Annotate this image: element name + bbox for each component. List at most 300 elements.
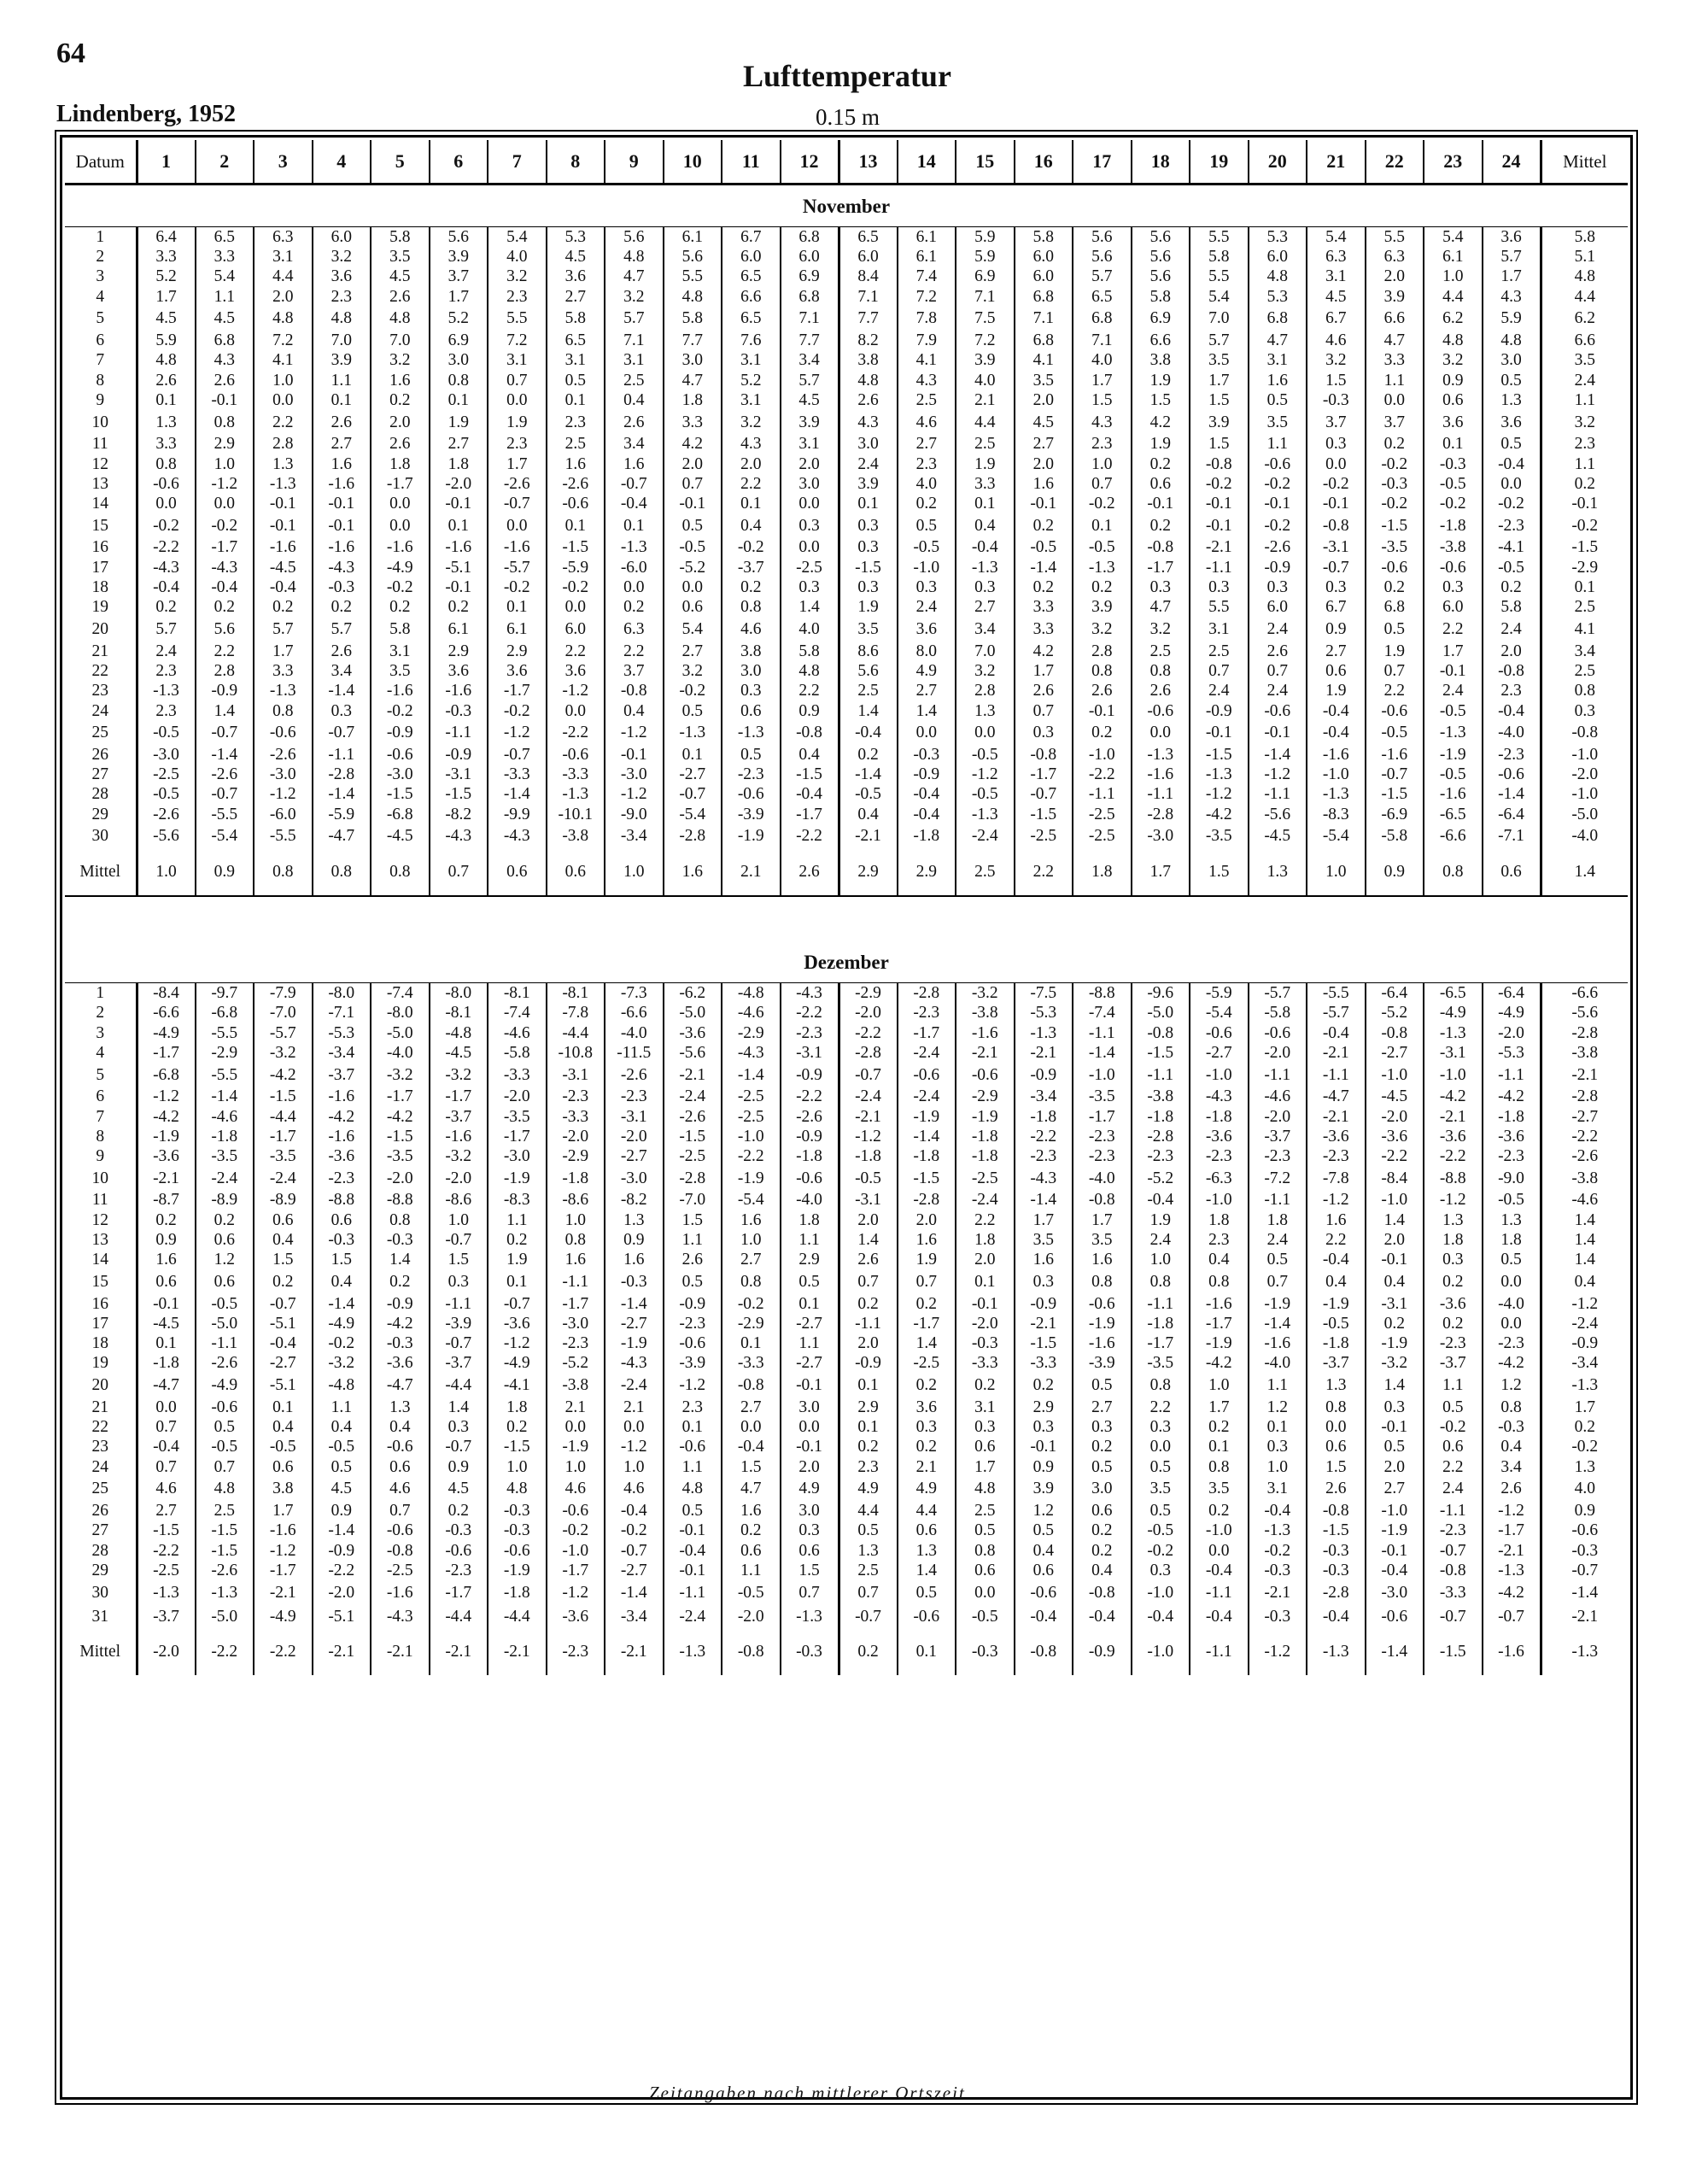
value-cell: 4.4 xyxy=(839,1501,898,1521)
value-cell: 1.6 xyxy=(1073,1250,1132,1269)
value-cell: 6.5 xyxy=(839,227,898,248)
value-cell: 0.0 xyxy=(781,538,839,558)
daily-mean-cell: 6.2 xyxy=(1574,309,1595,328)
value-cell: 4.8 xyxy=(196,1477,254,1501)
value-cell: 0.5 xyxy=(1015,1521,1073,1540)
value-cell: 0.3 xyxy=(722,681,781,700)
value-cell: 0.0 xyxy=(137,1398,196,1417)
value-cell: -2.3 xyxy=(722,765,781,784)
value-cell: -2.3 xyxy=(1015,1146,1073,1166)
value-cell: 1.9 xyxy=(1132,371,1190,390)
footer-note: Zeitangaben nach mittlerer Ortszeit xyxy=(649,2083,966,2103)
value-cell: 1.4 xyxy=(430,1398,488,1417)
value-cell: 1.9 xyxy=(898,1250,956,1269)
hour-mean-cell: 1.5 xyxy=(1190,848,1249,896)
value-cell: -2.6 xyxy=(196,765,254,784)
value-cell: -0.6 xyxy=(781,1167,839,1191)
value-cell: -0.6 xyxy=(1015,1580,1073,1604)
value-cell: 0.0 xyxy=(1307,454,1366,474)
value-cell: -3.7 xyxy=(722,558,781,577)
value-cell: -2.4 xyxy=(664,1604,722,1628)
value-cell: 0.2 xyxy=(1015,1374,1073,1398)
value-cell: 0.6 xyxy=(1015,1561,1073,1580)
value-cell: 3.2 xyxy=(1424,350,1483,370)
value-cell: -4.3 xyxy=(371,1604,430,1628)
value-cell: 7.1 xyxy=(839,287,898,307)
value-cell: -0.8 xyxy=(1424,1561,1483,1580)
value-cell: -0.4 xyxy=(137,577,196,597)
table-row xyxy=(65,227,1628,248)
value-cell: 0.8 xyxy=(1073,661,1132,681)
value-cell: 0.7 xyxy=(839,1270,898,1294)
value-cell: -1.8 xyxy=(1307,1333,1366,1353)
value-cell: -0.3 xyxy=(1307,390,1366,410)
daily-mean-cell: 3.4 xyxy=(1574,642,1595,660)
value-cell: 7.9 xyxy=(898,331,956,350)
value-cell: -3.3 xyxy=(956,1354,1015,1374)
value-cell: -1.5 xyxy=(1366,785,1424,805)
value-cell: 2.4 xyxy=(1424,1477,1483,1501)
value-cell: 4.6 xyxy=(722,618,781,642)
value-cell: -3.5 xyxy=(1366,538,1424,558)
value-cell: -0.3 xyxy=(371,1333,430,1353)
value-cell: -1.7 xyxy=(898,1023,956,1043)
value-cell: -1.9 xyxy=(898,1107,956,1127)
value-cell: 2.6 xyxy=(839,390,898,410)
value-cell: -0.2 xyxy=(1132,1541,1190,1561)
value-cell: 2.6 xyxy=(313,642,371,661)
value-cell: -1.3 xyxy=(1424,721,1483,745)
value-cell: 8.0 xyxy=(898,642,956,661)
value-cell: 6.9 xyxy=(956,267,1015,287)
daily-mean-cell: -3.4 xyxy=(1571,1354,1599,1373)
value-cell: 0.3 xyxy=(430,1270,488,1294)
value-cell: 4.5 xyxy=(1015,410,1073,434)
value-cell: -8.9 xyxy=(196,1191,254,1210)
table-row xyxy=(65,331,1628,350)
table-row xyxy=(65,494,1628,513)
value-cell: 1.8 xyxy=(430,454,488,474)
value-cell: 0.3 xyxy=(1073,1417,1132,1437)
value-cell: -3.6 xyxy=(1307,1127,1366,1146)
value-cell: 3.5 xyxy=(1249,410,1307,434)
value-cell: 2.9 xyxy=(196,434,254,454)
hour-mean-cell: -2.1 xyxy=(430,1628,488,1675)
value-cell: -4.2 xyxy=(137,1107,196,1127)
value-cell: -2.3 xyxy=(1483,1146,1541,1166)
value-cell: -4.2 xyxy=(1424,1087,1483,1106)
value-cell: 0.6 xyxy=(898,1521,956,1540)
value-cell: 6.0 xyxy=(1249,597,1307,617)
value-cell: -1.6 xyxy=(371,1580,430,1604)
value-cell: 0.5 xyxy=(1424,1398,1483,1417)
column-header: 2 xyxy=(196,140,254,185)
value-cell: -0.2 xyxy=(371,701,430,721)
value-cell: -3.5 xyxy=(196,1146,254,1166)
value-cell: 1.3 xyxy=(1424,1210,1483,1230)
table-row xyxy=(65,390,1628,410)
value-cell: -1.8 xyxy=(488,1580,547,1604)
value-cell: 5.7 xyxy=(605,307,664,331)
value-cell: 4.7 xyxy=(722,1477,781,1501)
daily-mean-cell: 1.4 xyxy=(1574,1210,1595,1229)
daily-mean-cell: -0.9 xyxy=(1571,1334,1599,1353)
value-cell: 5.8 xyxy=(371,227,430,248)
value-cell: -0.5 xyxy=(956,745,1015,765)
value-cell: 3.3 xyxy=(664,410,722,434)
value-cell: -8.8 xyxy=(1424,1167,1483,1191)
value-cell: -2.5 xyxy=(1073,805,1132,824)
value-cell: -2.5 xyxy=(781,558,839,577)
value-cell: 5.8 xyxy=(1190,247,1249,267)
value-cell: -3.7 xyxy=(430,1354,488,1374)
hour-mean-cell: -1.0 xyxy=(1132,1628,1190,1675)
value-cell: 4.9 xyxy=(898,1477,956,1501)
value-cell: 1.9 xyxy=(488,1250,547,1269)
value-cell: 1.3 xyxy=(898,1541,956,1561)
value-cell: 3.3 xyxy=(137,434,196,454)
daily-mean-cell: -4.6 xyxy=(1571,1191,1599,1210)
hour-mean-cell: -1.3 xyxy=(664,1628,722,1675)
hour-mean-cell: 2.6 xyxy=(781,848,839,896)
value-cell: 3.4 xyxy=(1483,1457,1541,1477)
value-cell: 0.5 xyxy=(1073,1374,1132,1398)
value-cell: 3.2 xyxy=(313,247,371,267)
value-cell: 3.5 xyxy=(1190,350,1249,370)
value-cell: -4.5 xyxy=(137,1314,196,1333)
value-cell: -2.7 xyxy=(254,1354,313,1374)
value-cell: -0.7 xyxy=(1483,1604,1541,1628)
value-cell: -6.3 xyxy=(1190,1167,1249,1191)
value-cell: 0.5 xyxy=(1073,1457,1132,1477)
value-cell: 4.4 xyxy=(254,267,313,287)
value-cell: 0.8 xyxy=(1132,1374,1190,1398)
value-cell: -0.1 xyxy=(1190,514,1249,538)
value-cell: 0.0 xyxy=(1366,390,1424,410)
value-cell: 3.9 xyxy=(1190,410,1249,434)
value-cell: 2.2 xyxy=(956,1210,1015,1230)
table-row xyxy=(65,1107,1628,1127)
value-cell: 2.3 xyxy=(488,287,547,307)
value-cell: 1.9 xyxy=(430,410,488,434)
value-cell: 0.1 xyxy=(664,1417,722,1437)
value-cell: -1.7 xyxy=(254,1561,313,1580)
column-header: 6 xyxy=(430,140,488,185)
value-cell: 0.5 xyxy=(956,1521,1015,1540)
value-cell: 0.0 xyxy=(137,494,196,513)
value-cell: -0.9 xyxy=(664,1294,722,1314)
value-cell: -1.2 xyxy=(547,681,605,700)
value-cell: -1.5 xyxy=(839,558,898,577)
value-cell: 1.5 xyxy=(1190,390,1249,410)
value-cell: 2.7 xyxy=(1366,1477,1424,1501)
hour-mean-cell: 0.9 xyxy=(1366,848,1424,896)
value-cell: 1.0 xyxy=(1190,1374,1249,1398)
value-cell: 1.7 xyxy=(488,454,547,474)
value-cell: 6.1 xyxy=(488,618,547,642)
value-cell: -1.3 xyxy=(1132,745,1190,765)
value-cell: 1.3 xyxy=(956,701,1015,721)
value-cell: 2.7 xyxy=(1307,642,1366,661)
value-cell: 0.4 xyxy=(781,745,839,765)
value-cell: 2.0 xyxy=(1366,267,1424,287)
value-cell: 5.6 xyxy=(664,247,722,267)
value-cell: 1.1 xyxy=(313,371,371,390)
column-header: 10 xyxy=(664,140,722,185)
value-cell: 2.6 xyxy=(839,1250,898,1269)
value-cell: 0.5 xyxy=(898,1580,956,1604)
value-cell: -3.0 xyxy=(1366,1580,1424,1604)
value-cell: 3.9 xyxy=(430,247,488,267)
value-cell: -0.4 xyxy=(605,494,664,513)
value-cell: -0.7 xyxy=(196,785,254,805)
value-cell: 4.0 xyxy=(956,371,1015,390)
value-cell: 3.5 xyxy=(1073,1230,1132,1250)
day-cell: 7 xyxy=(65,350,137,370)
value-cell: -0.9 xyxy=(898,765,956,784)
value-cell: -4.0 xyxy=(605,1023,664,1043)
value-cell: 0.8 xyxy=(1190,1457,1249,1477)
value-cell: 2.0 xyxy=(956,1250,1015,1269)
value-cell: -1.2 xyxy=(137,1087,196,1106)
day-cell: 13 xyxy=(65,1230,137,1250)
value-cell: -0.8 xyxy=(1073,1191,1132,1210)
value-cell: 5.7 xyxy=(1073,267,1132,287)
value-cell: 2.5 xyxy=(547,434,605,454)
value-cell: 0.0 xyxy=(1483,1270,1541,1294)
value-cell: -8.8 xyxy=(371,1191,430,1210)
value-cell: 3.1 xyxy=(1249,1477,1307,1501)
mean-label: Mittel xyxy=(65,1628,137,1675)
value-cell: -0.2 xyxy=(1249,514,1307,538)
day-cell: 29 xyxy=(65,805,137,824)
value-cell: 5.3 xyxy=(547,227,605,248)
value-cell: 5.2 xyxy=(722,371,781,390)
value-cell: 6.0 xyxy=(1249,247,1307,267)
value-cell: 3.5 xyxy=(371,247,430,267)
value-cell: -3.2 xyxy=(313,1354,371,1374)
value-cell: -1.1 xyxy=(1132,785,1190,805)
value-cell: 1.4 xyxy=(898,701,956,721)
value-cell: -1.4 xyxy=(605,1580,664,1604)
value-cell: 1.8 xyxy=(1249,1210,1307,1230)
value-cell: 5.9 xyxy=(956,227,1015,248)
value-cell: 7.4 xyxy=(898,267,956,287)
value-cell: -8.2 xyxy=(430,805,488,824)
value-cell: -3.9 xyxy=(664,1354,722,1374)
value-cell: 0.6 xyxy=(254,1210,313,1230)
value-cell: -1.6 xyxy=(313,474,371,494)
value-cell: -5.9 xyxy=(547,558,605,577)
value-cell: 6.0 xyxy=(547,618,605,642)
value-cell: 0.4 xyxy=(254,1230,313,1250)
value-cell: -0.8 xyxy=(1483,661,1541,681)
value-cell: -2.7 xyxy=(781,1354,839,1374)
day-cell: 12 xyxy=(65,1210,137,1230)
value-cell: 7.2 xyxy=(488,331,547,350)
value-cell: -0.4 xyxy=(605,1501,664,1521)
value-cell: -3.7 xyxy=(313,1063,371,1087)
value-cell: 3.0 xyxy=(781,474,839,494)
value-cell: 4.6 xyxy=(547,1477,605,1501)
value-cell: -0.4 xyxy=(254,1333,313,1353)
value-cell: -1.6 xyxy=(1366,745,1424,765)
value-cell: 0.2 xyxy=(137,597,196,617)
value-cell: -1.2 xyxy=(488,1333,547,1353)
value-cell: -3.5 xyxy=(1132,1354,1190,1374)
value-cell: 0.1 xyxy=(313,390,371,410)
value-cell: -5.2 xyxy=(547,1354,605,1374)
value-cell: -1.5 xyxy=(1366,514,1424,538)
table-row xyxy=(65,474,1628,494)
value-cell: -1.1 xyxy=(1073,785,1132,805)
value-cell: 0.2 xyxy=(1073,1541,1132,1561)
value-cell: -1.1 xyxy=(1249,1063,1307,1087)
value-cell: -2.2 xyxy=(781,824,839,848)
day-cell: 1 xyxy=(65,983,137,1004)
day-cell: 18 xyxy=(65,1333,137,1353)
hour-mean-cell: -1.4 xyxy=(1366,1628,1424,1675)
value-cell: -0.3 xyxy=(371,1230,430,1250)
value-cell: -1.9 xyxy=(722,1167,781,1191)
value-cell: -1.0 xyxy=(1190,1063,1249,1087)
value-cell: 2.8 xyxy=(1073,642,1132,661)
table-row xyxy=(65,1354,1628,1374)
value-cell: 3.1 xyxy=(488,350,547,370)
value-cell: 1.3 xyxy=(1307,1374,1366,1398)
value-cell: -0.2 xyxy=(1483,494,1541,513)
day-cell: 31 xyxy=(65,1604,137,1628)
value-cell: -1.6 xyxy=(1190,1294,1249,1314)
value-cell: -5.0 xyxy=(371,1023,430,1043)
value-cell: -1.8 xyxy=(1132,1107,1190,1127)
value-cell: -1.3 xyxy=(137,1580,196,1604)
column-header: 8 xyxy=(547,140,605,185)
value-cell: 6.3 xyxy=(605,618,664,642)
value-cell: -0.9 xyxy=(781,1127,839,1146)
value-cell: 0.6 xyxy=(1307,1437,1366,1456)
table-row xyxy=(65,745,1628,765)
value-cell: -1.7 xyxy=(488,681,547,700)
table-row xyxy=(65,1521,1628,1540)
value-cell: 1.5 xyxy=(430,1250,488,1269)
value-cell: 1.0 xyxy=(547,1210,605,1230)
value-cell: -2.1 xyxy=(1015,1043,1073,1063)
value-cell: -1.3 xyxy=(956,558,1015,577)
value-cell: -0.3 xyxy=(488,1521,547,1540)
value-cell: 6.9 xyxy=(1132,307,1190,331)
value-cell: -4.5 xyxy=(254,558,313,577)
value-cell: -2.5 xyxy=(1073,824,1132,848)
value-cell: -3.2 xyxy=(254,1043,313,1063)
value-cell: -3.8 xyxy=(1132,1087,1190,1106)
value-cell: 6.4 xyxy=(137,227,196,248)
value-cell: -1.9 xyxy=(605,1333,664,1353)
value-cell: -1.7 xyxy=(1073,1107,1132,1127)
value-cell: -4.1 xyxy=(1483,538,1541,558)
value-cell: 4.8 xyxy=(664,287,722,307)
value-cell: -2.5 xyxy=(137,1561,196,1580)
value-cell: -1.1 xyxy=(664,1580,722,1604)
value-cell: -3.7 xyxy=(1307,1354,1366,1374)
hour-mean-cell: 0.7 xyxy=(430,848,488,896)
value-cell: 1.1 xyxy=(1249,434,1307,454)
daily-mean-cell: 2.4 xyxy=(1574,371,1595,390)
value-cell: -1.8 xyxy=(196,1127,254,1146)
value-cell: -0.5 xyxy=(1424,701,1483,721)
value-cell: -0.5 xyxy=(196,1294,254,1314)
table-row xyxy=(65,1374,1628,1398)
hour-mean-cell: -2.1 xyxy=(605,1628,664,1675)
value-cell: -5.7 xyxy=(1249,983,1307,1004)
value-cell: -0.2 xyxy=(488,701,547,721)
value-cell: -5.4 xyxy=(196,824,254,848)
value-cell: 1.7 xyxy=(254,642,313,661)
value-cell: -3.2 xyxy=(430,1146,488,1166)
value-cell: 2.2 xyxy=(196,642,254,661)
value-cell: 1.4 xyxy=(196,701,254,721)
value-cell: -2.0 xyxy=(371,1167,430,1191)
value-cell: 3.2 xyxy=(1073,618,1132,642)
table-row xyxy=(65,514,1628,538)
value-cell: -2.8 xyxy=(839,1043,898,1063)
value-cell: -5.4 xyxy=(1190,1003,1249,1023)
value-cell: -2.1 xyxy=(1483,1541,1541,1561)
value-cell: 0.1 xyxy=(781,1294,839,1314)
value-cell: 4.8 xyxy=(956,1477,1015,1501)
value-cell: 7.0 xyxy=(313,331,371,350)
value-cell: 5.6 xyxy=(430,227,488,248)
value-cell: 5.6 xyxy=(1132,227,1190,248)
table-row xyxy=(65,785,1628,805)
value-cell: 0.9 xyxy=(1015,1457,1073,1477)
value-cell: -0.7 xyxy=(1424,1541,1483,1561)
value-cell: 0.0 xyxy=(1483,1314,1541,1333)
value-cell: -0.5 xyxy=(313,1437,371,1456)
value-cell: 0.2 xyxy=(722,1521,781,1540)
hour-mean-cell: 0.1 xyxy=(898,1628,956,1675)
value-cell: 2.4 xyxy=(1249,618,1307,642)
value-cell: -0.1 xyxy=(1249,721,1307,745)
value-cell: -4.3 xyxy=(313,558,371,577)
monthly-mean-cell: -1.3 xyxy=(1571,1643,1599,1661)
value-cell: 2.3 xyxy=(137,661,196,681)
value-cell: 0.2 xyxy=(488,1417,547,1437)
value-cell: 3.2 xyxy=(371,350,430,370)
value-cell: 2.9 xyxy=(1015,1398,1073,1417)
value-cell: 3.4 xyxy=(781,350,839,370)
value-cell: -0.4 xyxy=(137,1437,196,1456)
day-cell: 26 xyxy=(65,745,137,765)
value-cell: 4.5 xyxy=(430,1477,488,1501)
value-cell: 7.1 xyxy=(956,287,1015,307)
value-cell: 5.4 xyxy=(1307,227,1366,248)
value-cell: 0.2 xyxy=(898,1294,956,1314)
value-cell: 0.2 xyxy=(605,597,664,617)
value-cell: -2.6 xyxy=(1249,538,1307,558)
value-cell: -3.6 xyxy=(313,1146,371,1166)
value-cell: 2.9 xyxy=(781,1250,839,1269)
value-cell: 3.7 xyxy=(1366,410,1424,434)
value-cell: 1.6 xyxy=(1015,1250,1073,1269)
value-cell: 0.0 xyxy=(605,577,664,597)
value-cell: -1.9 xyxy=(1424,745,1483,765)
value-cell: -0.7 xyxy=(430,1437,488,1456)
value-cell: 5.7 xyxy=(313,618,371,642)
value-cell: -1.5 xyxy=(664,1127,722,1146)
value-cell: 0.5 xyxy=(898,514,956,538)
value-cell: -1.2 xyxy=(664,1374,722,1398)
